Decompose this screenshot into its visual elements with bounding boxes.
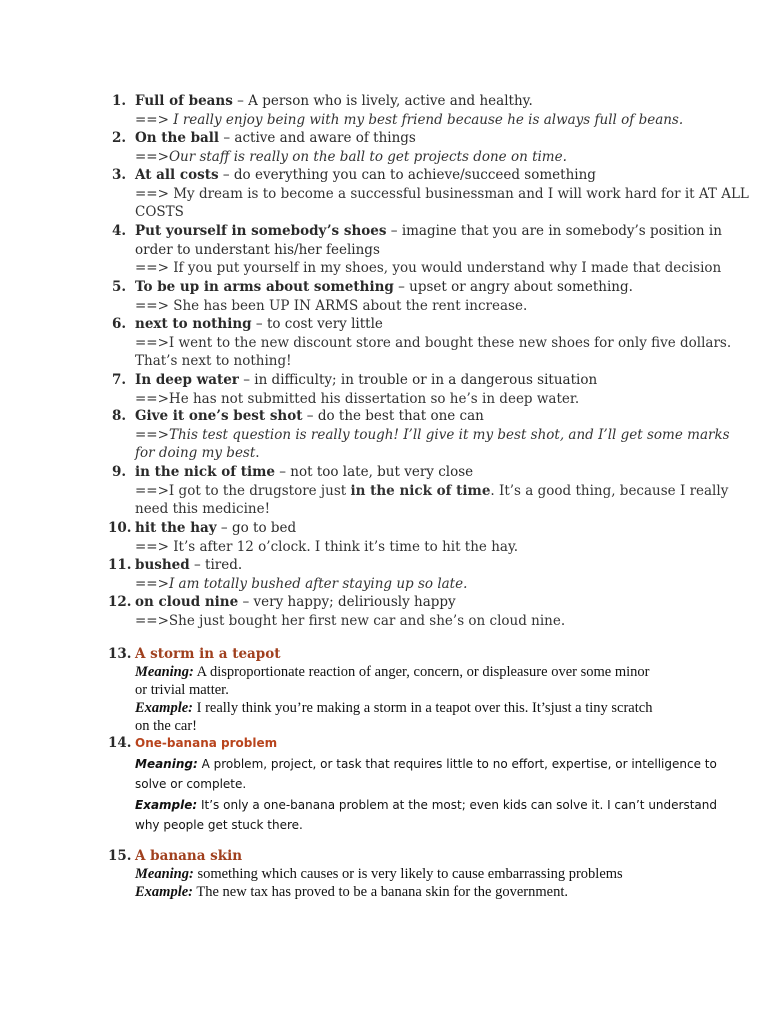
example-label: Example: (135, 700, 193, 716)
idiom-heading: A storm in a teapot (135, 646, 281, 662)
idiom-definition: in difficulty; in trouble or in a dangerous situation (254, 372, 598, 388)
separator: – (189, 557, 206, 573)
idiom-definition-cont: order to understant his/her feelings (135, 241, 380, 258)
idiom-heading: A banana skin (135, 848, 243, 864)
idiom-example: ==>I went to the new discount store and bought these new shoes for only five dollars. (135, 334, 732, 351)
idiom-definition: active and aware of things (234, 130, 416, 146)
idiom-definition: tired. (205, 557, 243, 573)
idiom-example: This test question is really tough! I’ll give it my best shot, and I’ll get some marks (168, 426, 730, 443)
item-number: 9. (112, 464, 127, 480)
idiom-term: Give it one’s best shot (135, 408, 303, 424)
item-number: 5. (112, 279, 127, 295)
arrow-prefix: ==> (135, 111, 174, 128)
example-text: I really think you’re making a storm in a teapot over this. It’sjust a tiny scratch (193, 700, 653, 716)
idiom-term: In deep water (135, 372, 239, 388)
item-number: 6. (112, 316, 127, 332)
idiom-example-cont: need this medicine! (135, 501, 270, 517)
separator: – (238, 594, 254, 610)
example-text: The new tax has proved to be a banana skin for the government. (193, 884, 569, 900)
idiom-definition: A person who is lively, active and healthy. (248, 93, 533, 109)
item-number: 14. (108, 735, 132, 751)
idiom-definition: go to bed (231, 520, 297, 536)
idiom-definition: upset or angry about something. (409, 279, 633, 295)
example-text-cont: on the car! (135, 718, 197, 734)
idiom-example: Our staff is really on the ball to get projects done on time. (168, 148, 567, 165)
arrow-prefix: ==> (135, 426, 169, 443)
idiom-definition: do the best that one can (317, 408, 484, 424)
idiom-example-tail: . It’s a good thing, because I really (490, 482, 729, 499)
separator: – (218, 167, 234, 183)
meaning-label: Meaning: (135, 866, 194, 882)
item-number: 12. (108, 594, 132, 610)
idiom-example: I really enjoy being with my best friend because he is always full of beans. (173, 111, 684, 128)
meaning-text-cont: solve or complete. (135, 777, 247, 791)
idiom-definition: very happy; deliriously happy (253, 594, 456, 610)
idiom-example-cont: COSTS (135, 204, 184, 220)
meaning-label: Meaning: (135, 664, 194, 680)
separator: – (232, 93, 249, 109)
idiom-heading: One-banana problem (135, 736, 278, 750)
idiom-term: To be up in arms about something (135, 279, 394, 295)
idiom-example: ==> She has been UP IN ARMS about the rent increase. (135, 297, 528, 314)
item-number: 15. (108, 848, 132, 864)
meaning-label: Meaning: (135, 756, 198, 771)
item-number: 13. (108, 646, 132, 662)
example-label: Example: (135, 797, 198, 812)
item-number: 2. (112, 130, 127, 146)
meaning-text: A problem, project, or task that requires little to no effort, expertise, or intelligence to (197, 756, 717, 771)
idiom-definition: do everything you can to achieve/succeed something (233, 167, 596, 183)
separator: – (238, 372, 255, 388)
arrow-prefix: ==> (135, 575, 169, 592)
idiom-example: I am totally bushed after staying up so late. (168, 575, 468, 592)
item-number: 4. (112, 223, 127, 239)
idiom-example: ==> It’s after 12 o’clock. I think it’s time to hit the hay. (135, 538, 519, 555)
idiom-example: ==>I got to the drugstore just (135, 482, 351, 499)
separator: – (274, 464, 291, 480)
idiom-term: next to nothing (135, 316, 252, 332)
separator: – (393, 279, 410, 295)
period: . (255, 445, 260, 461)
idiom-term: hit the hay (135, 520, 217, 536)
idiom-definition: not too late, but very close (290, 464, 474, 480)
separator: – (216, 520, 232, 536)
meaning-text-cont: or trivial matter. (135, 682, 229, 698)
item-number: 10. (108, 520, 132, 536)
item-number: 11. (108, 557, 132, 573)
idiom-term: Full of beans (135, 93, 233, 109)
separator: – (386, 223, 402, 239)
idiom-example: ==> My dream is to become a successful businessman and I will work hard for it AT ALL (135, 185, 749, 202)
idiom-example: ==>He has not submitted his dissertation so he’s in deep water. (135, 390, 580, 407)
item-number: 7. (112, 372, 127, 388)
example-text-cont: why people get stuck there. (135, 818, 303, 832)
separator: – (302, 408, 318, 424)
separator: – (219, 130, 235, 146)
item-number: 1. (112, 93, 127, 109)
idiom-definition: to cost very little (266, 316, 383, 332)
idiom-example-cont: That’s next to nothing! (135, 353, 292, 369)
idiom-term: on cloud nine (135, 594, 239, 610)
idiom-example-cont: for doing my best (135, 445, 256, 461)
meaning-text: something which causes or is very likely to cause embarrassing problems (193, 866, 623, 882)
example-text: It’s only a one-banana problem at the most; even kids can solve it. I can’t understand (197, 797, 717, 812)
idiom-term: Put yourself in somebody’s shoes (135, 223, 387, 239)
arrow-prefix: ==> (135, 148, 169, 165)
item-number: 8. (112, 408, 127, 424)
example-label: Example: (135, 884, 193, 900)
separator: – (251, 316, 267, 332)
idiom-term: At all costs (135, 167, 219, 183)
idiom-definition: imagine that you are in somebody’s position in (401, 223, 722, 239)
idiom-example: ==>She just bought her first new car and she’s on cloud nine. (135, 612, 566, 629)
item-number: 3. (112, 167, 127, 183)
idiom-term: in the nick of time (135, 464, 275, 480)
idiom-term: bushed (135, 557, 190, 573)
idiom-example: ==> If you put yourself in my shoes, you would understand why I made that decision (135, 260, 722, 276)
meaning-text: A disproportionate reaction of anger, concern, or displeasure over some minor (193, 664, 650, 680)
idiom-example-highlight: in the nick of time (350, 482, 491, 499)
idiom-term: On the ball (135, 130, 220, 146)
